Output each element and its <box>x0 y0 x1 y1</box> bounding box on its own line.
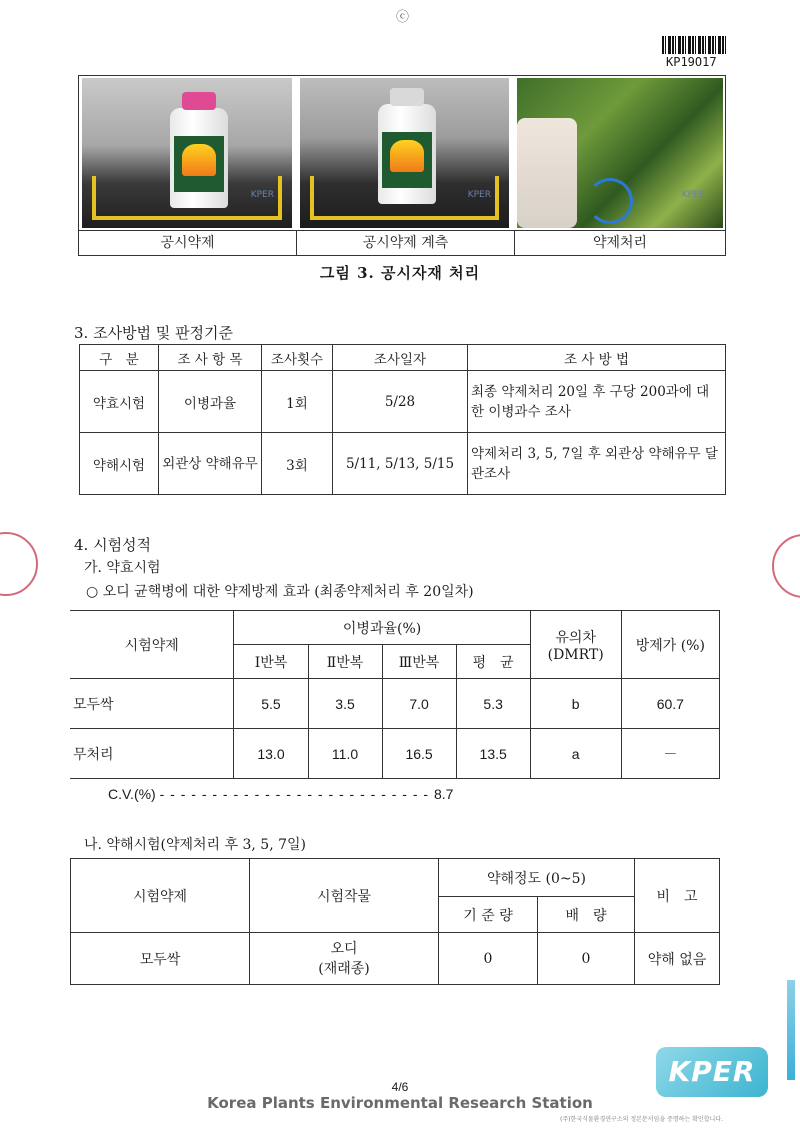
footer-fine-print: (주)한국식물환경연구소의 정본문서임을 증명하는 확인합니다. <box>560 1116 724 1123</box>
table-header: 조 사 항 목 <box>159 345 262 371</box>
bottle-icon <box>170 108 228 208</box>
photo-pesticide-treatment <box>517 78 723 228</box>
photo-watermark: KPER <box>250 190 274 200</box>
cv-label: C.V.(%) <box>108 786 156 802</box>
cell-value: 0 <box>439 933 538 985</box>
cell-count: 3회 <box>262 433 333 495</box>
cell-drug-name: 모두싹 <box>70 679 234 729</box>
cell-count: 1회 <box>262 371 333 433</box>
kper-logo: KPER <box>656 1047 768 1097</box>
table-header: 조사일자 <box>333 345 468 371</box>
cell-value: 11.0 <box>308 729 382 779</box>
hose-icon <box>587 178 633 224</box>
cell-method: 최종 약제처리 20일 후 구당 200과에 대한 이병과수 조사 <box>468 371 726 433</box>
cell-control: 60.7 <box>621 679 719 729</box>
cell-dmrt: a <box>530 729 621 779</box>
cell-value: 13.0 <box>234 729 308 779</box>
header-crop: 시험작물 <box>250 859 439 933</box>
cell-date: 5/11, 5/13, 5/15 <box>333 433 468 495</box>
cell-item: 외관상 약해유무 <box>159 433 262 495</box>
cell-value: 13.5 <box>456 729 530 779</box>
cell-type: 약효시험 <box>80 371 159 433</box>
photo-test-pesticide <box>82 78 292 228</box>
table-row <box>71 933 720 985</box>
header-average: 평 균 <box>456 645 530 679</box>
header-drug: 시험약제 <box>71 859 250 933</box>
section-4-title: 4. 시험성적 <box>74 536 152 554</box>
header-drug: 시험약제 <box>70 611 234 679</box>
cell-value: 16.5 <box>382 729 456 779</box>
photo-pesticide-measurement <box>300 78 509 228</box>
header-rep-3: Ⅲ반복 <box>382 645 456 679</box>
cell-crop <box>250 933 439 985</box>
efficacy-note: ○ 오디 균핵병에 대한 약제방제 효과 (최종약제처리 후 20일차) <box>86 584 474 600</box>
cell-drug-name: 모두싹 <box>71 933 250 985</box>
photo-caption: 공시약제 <box>160 235 215 251</box>
phytotoxicity-table <box>70 858 720 985</box>
header-rep-2: Ⅱ반복 <box>308 645 382 679</box>
table-header: 조사횟수 <box>262 345 333 371</box>
page-number: 4/6 <box>391 1080 409 1094</box>
table-row <box>70 679 720 729</box>
photo-caption: 공시약제 계측 <box>296 231 514 256</box>
cell-control: － <box>621 729 719 779</box>
header-dmrt: 유의차 (DMRT) <box>530 611 621 679</box>
photo-watermark: KPER <box>467 190 491 200</box>
cell-item: 이병과율 <box>159 371 262 433</box>
photo-panel <box>78 75 726 256</box>
cell-value: 5.5 <box>234 679 308 729</box>
cell-date: 5/28 <box>333 371 468 433</box>
table-header: 조 사 방 법 <box>468 345 726 371</box>
efficacy-table <box>70 610 720 779</box>
station-name: Korea Plants Environmental Research Station <box>207 1094 593 1112</box>
bottle-icon <box>378 104 436 204</box>
cell-type: 약해시험 <box>80 433 159 495</box>
cv-leader-dots: - - - - - - - - - - - - - - - - - - - - - - - - - - <box>159 786 434 802</box>
person-icon <box>517 118 577 228</box>
header-standard-dose: 기 준 량 <box>439 897 538 933</box>
table-header: 구 분 <box>80 345 159 371</box>
table-row <box>80 433 726 495</box>
crop-variety: (재래종) <box>318 960 370 977</box>
cell-note: 약해 없음 <box>635 933 720 985</box>
seal-stamp-icon <box>0 532 38 596</box>
cell-drug-name: 무처리 <box>70 729 234 779</box>
cv-value: 8.7 <box>433 786 454 802</box>
figure-title: 그림 3. 공시자재 처리 <box>319 264 481 282</box>
cv-line <box>108 786 453 802</box>
cell-dmrt: b <box>530 679 621 729</box>
header-infection-rate: 이병과율(%) <box>234 611 530 645</box>
header-double-dose: 배 량 <box>538 897 635 933</box>
header-control-value: 방제가 (%) <box>621 611 719 679</box>
subsection-efficacy: 가. 약효시험 <box>84 560 161 576</box>
header-degree: 약해정도 (0~5) <box>439 859 635 897</box>
cell-value: 3.5 <box>308 679 382 729</box>
table-row <box>70 729 720 779</box>
cell-value: 0 <box>538 933 635 985</box>
table-row <box>80 371 726 433</box>
cell-method: 약제처리 3, 5, 7일 후 외관상 약해유무 달관조사 <box>468 433 726 495</box>
seal-stamp-icon <box>772 534 800 598</box>
section-3-title: 3. 조사방법 및 판정기준 <box>74 324 234 342</box>
cell-value: 5.3 <box>456 679 530 729</box>
survey-method-table <box>79 344 726 495</box>
header-rep-1: Ⅰ반복 <box>234 645 308 679</box>
top-mark: ⓒ <box>396 10 410 25</box>
photo-caption: 약제처리 <box>514 231 725 256</box>
barcode-icon <box>662 36 726 54</box>
photo-caption-row <box>79 230 725 256</box>
side-color-bar <box>787 980 795 1080</box>
subsection-phytotoxicity: 나. 약해시험(약제처리 후 3, 5, 7일) <box>84 837 307 853</box>
header-note: 비 고 <box>635 859 720 933</box>
cell-value: 7.0 <box>382 679 456 729</box>
crop-name: 오디 <box>330 940 358 957</box>
photo-watermark: KPER <box>681 190 705 200</box>
document-code: KP19O17 <box>666 55 717 69</box>
